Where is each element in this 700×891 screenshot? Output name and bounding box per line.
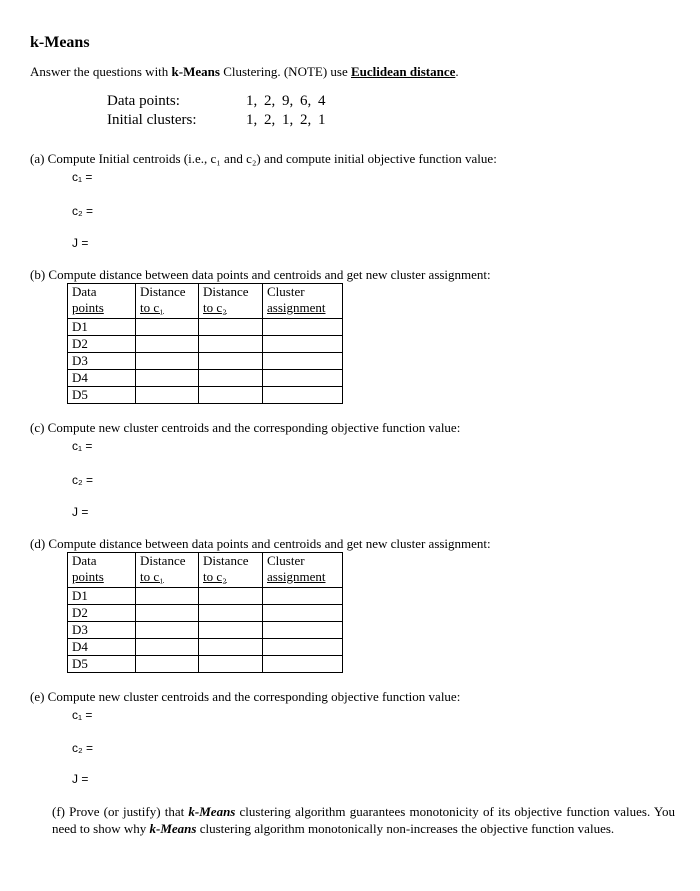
- page-title: k-Means: [30, 34, 90, 51]
- table-row: D5: [68, 656, 343, 673]
- distance-metric: Euclidean distance: [351, 64, 456, 79]
- header-cluster-assignment: Cluster assignment: [263, 284, 343, 319]
- table-row: D2: [68, 336, 343, 353]
- header-distance-c2: Distance to c₂: [199, 284, 263, 319]
- instructions-suffix: .: [455, 64, 459, 79]
- table-row: D3: [68, 353, 343, 370]
- instructions: [30, 64, 459, 80]
- question-a: (a) Compute Initial centroids (i.e., c₁ and c₂) and compute initial objective function value:: [30, 151, 497, 166]
- instructions-middle: Clustering. (NOTE) use: [219, 64, 351, 79]
- question-d: (d) Compute distance between data points and centroids and get new cluster assignment:: [30, 536, 491, 551]
- c1-line-e: c₁ =: [72, 708, 93, 722]
- distance-table-b: [67, 283, 343, 404]
- initial-clusters-label: Initial clusters:: [107, 112, 197, 128]
- instructions-prefix: Answer the questions with: [30, 64, 172, 79]
- table-row: D4: [68, 370, 343, 387]
- table-row: D1: [68, 319, 343, 336]
- initial-clusters-values: 1, 2, 1, 2, 1: [246, 112, 326, 128]
- data-points-label: Data points:: [107, 93, 180, 109]
- c1-line-a: c₁ =: [72, 170, 93, 184]
- distance-table-d: [67, 552, 343, 673]
- header-distance-c2: Distance to c₂: [199, 553, 263, 588]
- header-distance-c1: Distance to c₁: [136, 284, 199, 319]
- header-distance-c1: Distance to c₁: [136, 553, 199, 588]
- c2-line-a: c₂ =: [72, 204, 93, 218]
- c2-line-e: c₂ =: [72, 741, 93, 755]
- table-row: D5: [68, 387, 343, 404]
- j-line-a: J =: [72, 236, 89, 250]
- header-data-points: Data points: [68, 284, 136, 319]
- header-data-points: Data points: [68, 553, 136, 588]
- algorithm-name: k-Means: [188, 804, 236, 819]
- j-line-e: J =: [72, 772, 89, 786]
- question-c: (c) Compute new cluster centroids and the corresponding objective function value:: [30, 420, 461, 435]
- table-row: D1: [68, 588, 343, 605]
- c1-line-c: c₁ =: [72, 439, 93, 453]
- table-row: D4: [68, 639, 343, 656]
- question-b: (b) Compute distance between data points and centroids and get new cluster assignment:: [30, 267, 491, 282]
- c2-line-c: c₂ =: [72, 473, 93, 487]
- header-cluster-assignment: Cluster assignment: [263, 553, 343, 588]
- method-name: k-Means: [171, 64, 220, 79]
- table-row: D3: [68, 622, 343, 639]
- question-e: (e) Compute new cluster centroids and the corresponding objective function value:: [30, 689, 461, 704]
- data-points-values: 1, 2, 9, 6, 4: [246, 93, 326, 109]
- algorithm-name: k-Means: [149, 821, 197, 836]
- j-line-c: J =: [72, 505, 89, 519]
- question-f: (f) Prove (or justify) that k-Means clustering algorithm guarantees monotonicity of its objective function values. You need to show why k-Means clustering algorithm monotonically non-increases the objective function values.: [52, 804, 675, 836]
- table-row: D2: [68, 605, 343, 622]
